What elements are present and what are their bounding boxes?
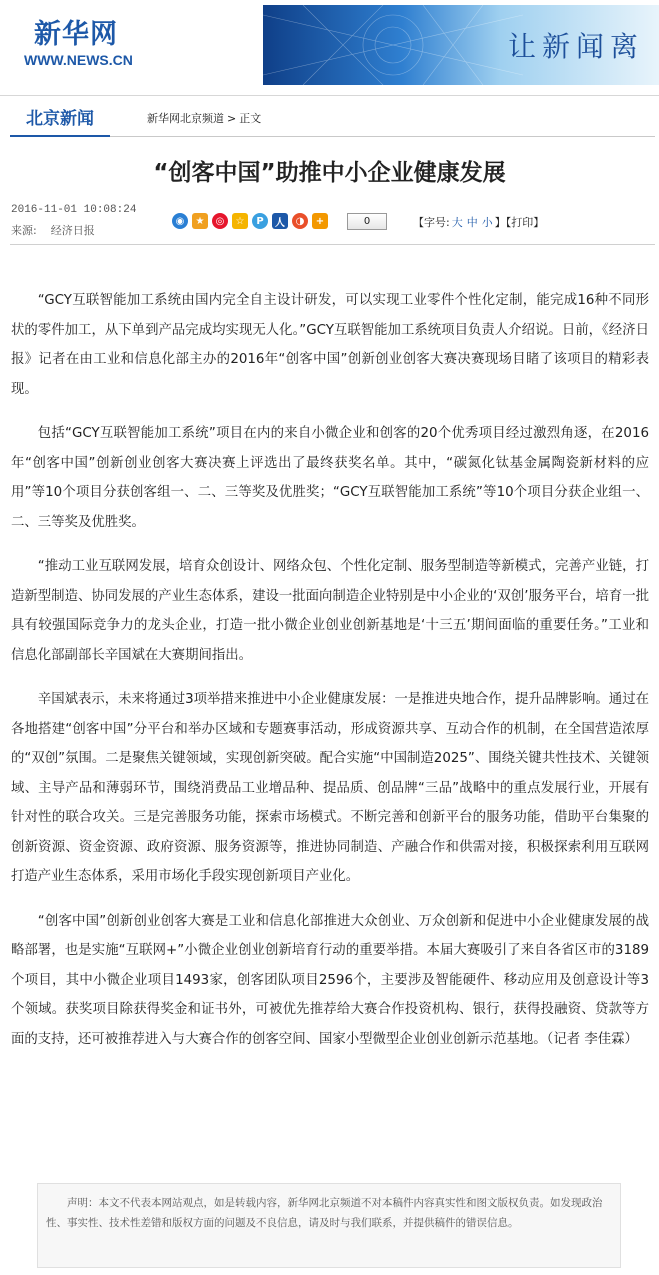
font-size-label: 【字号:	[413, 216, 450, 229]
share-xinhua-icon[interactable]: ◉	[172, 213, 188, 229]
header-divider	[0, 95, 659, 96]
share-toolbar	[172, 213, 328, 231]
share-count: 0	[347, 213, 387, 230]
meta-divider	[10, 244, 655, 245]
disclaimer-box: 声明：本文不代表本网站观点，如是转载内容，新华网北京频道不对本稿件内容真实性和图文版权负责。如发现政治性、事实性、技术性差错和版权方面的问题及不良信息，请及时与我们联系，并提供稿件的错误信息。	[37, 1183, 621, 1268]
logo-url-text: WWW.NEWS.CN	[24, 52, 133, 68]
article-paragraph: 辛国斌表示，未来将通过3项举措来推进中小企业健康发展：一是推进央地合作，提升品牌影响。通过在各地搭建“创客中国”分平台和举办区域和专题赛事活动，形成资源共享、互动合作的机制，在全国营造浓厚的“双创”氛围。二是聚焦关键领域，实现创新突破。配合实施“中国制造2025”、围绕关键共性技术、关键领域、主导产品和薄弱环节，围绕消费品工业增品种、提品质、创品牌“三品”战略中的重点发展行业，开展有针对性的联合攻关。三是完善服务功能，探索市场模式。不断完善和创新平台的服务功能，借助平台集聚的创新资源、资金资源、政府资源、服务资源等，推进协同制造、产融合作和供需对接，积极探索利用互联网打造产业生态体系，采用市场化手段实现创新项目产业化。	[11, 692, 649, 884]
article-title: “创客中国”助推中小企业健康发展	[153, 160, 506, 186]
publish-datetime: 2016-11-01 10:08:24	[11, 204, 137, 216]
share-weibo-icon[interactable]: ◎	[212, 213, 228, 229]
breadcrumb-current: 正文	[239, 112, 262, 125]
article-paragraph: 包括“GCY互联智能加工系统”项目在内的来自小微企业和创客的20个优秀项目经过激烈角逐，在2016年“创客中国”创新创业创客大赛决赛上评选出了最终获奖名单。其中，“碳氮化钛基金属陶瓷新材料的应用”等10个项目分获创客组一、二、三等奖及优胜奖；“GCY互联智能加工系统”等10个项目分获企业组一、二、三等奖及优胜奖。	[11, 426, 649, 530]
nav-divider-accent	[10, 135, 110, 137]
share-favorite-icon[interactable]: ☆	[232, 213, 248, 229]
banner-globe-graphic	[263, 5, 523, 85]
font-size-controls	[413, 214, 544, 230]
breadcrumb-separator: >	[227, 112, 237, 125]
site-header	[0, 0, 659, 90]
article-body	[11, 286, 649, 1069]
banner-slogan: 让新闻离	[508, 30, 645, 63]
font-size-small[interactable]: 小	[481, 216, 493, 229]
channel-title[interactable]: 北京新闻	[26, 109, 94, 129]
source-value: 经济日报	[50, 224, 95, 237]
source-label: 来源:	[11, 224, 37, 237]
article-paragraph: “GCY互联智能加工系统由国内完全自主设计研发，可以实现工业零件个性化定制，能完成16种不同形状的零件加工，从下单到产品完成均实现无人化。”GCY互联智能加工系统项目负责人介绍说。日前，《经济日报》记者在由工业和信息化部主办的2016年“创客中国”创新创业创客大赛决赛现场目睹了该项目的精彩表现。	[11, 293, 649, 397]
font-size-close: 】	[494, 216, 506, 229]
share-tencent-icon[interactable]: P	[252, 213, 268, 229]
article-paragraph: “创客中国”创新创业创客大赛是工业和信息化部推进大众创业、万众创新和促进中小企业健康发展的战略部署，也是实施“互联网+”小微企业创业创新培育行动的重要举措。本届大赛吸引了来自各省区市的3189个项目，其中小微企业项目1493家，创客团队项目2596个，主要涉及智能硬件、移动应用及创意设计等3个领域。获奖项目除获得奖金和证书外，可被优先推荐给大赛合作投资机构、银行，获得投融资、贷款等方面的支持，还可被推荐进入与大赛合作的创客空间、国家小型微型企业创业创新示范基地。（记者 李佳霖）	[11, 913, 649, 1047]
share-renren-icon[interactable]: 人	[272, 213, 288, 229]
breadcrumb	[147, 110, 261, 126]
print-link[interactable]: 【打印】	[505, 216, 545, 229]
font-size-medium[interactable]: 中	[466, 216, 478, 229]
article-source	[11, 222, 95, 238]
share-more-icon[interactable]: +	[312, 213, 328, 229]
header-banner[interactable]	[263, 5, 659, 85]
share-kaixin-icon[interactable]: ◑	[292, 213, 308, 229]
breadcrumb-home-link[interactable]: 新华网北京频道	[147, 112, 224, 125]
share-qzone-icon[interactable]: ★	[192, 213, 208, 229]
article-paragraph: “推动工业互联网发展，培育众创设计、网络众包、个性化定制、服务型制造等新模式，完善产业链，打造新型制造、协同发展的产业生态体系，建设一批面向制造企业特别是中小企业的‘双创’服务平台，培育一批具有较强国际竞争力的龙头企业，打造一批小微企业创业创新基地是‘十三五’期间面临的重要任务。”工业和信息化部副部长辛国斌在大赛期间指出。	[11, 559, 649, 663]
logo-chinese-text: 新华网	[34, 19, 118, 50]
xinhua-logo[interactable]	[18, 10, 158, 80]
font-size-large[interactable]: 大	[451, 216, 463, 229]
